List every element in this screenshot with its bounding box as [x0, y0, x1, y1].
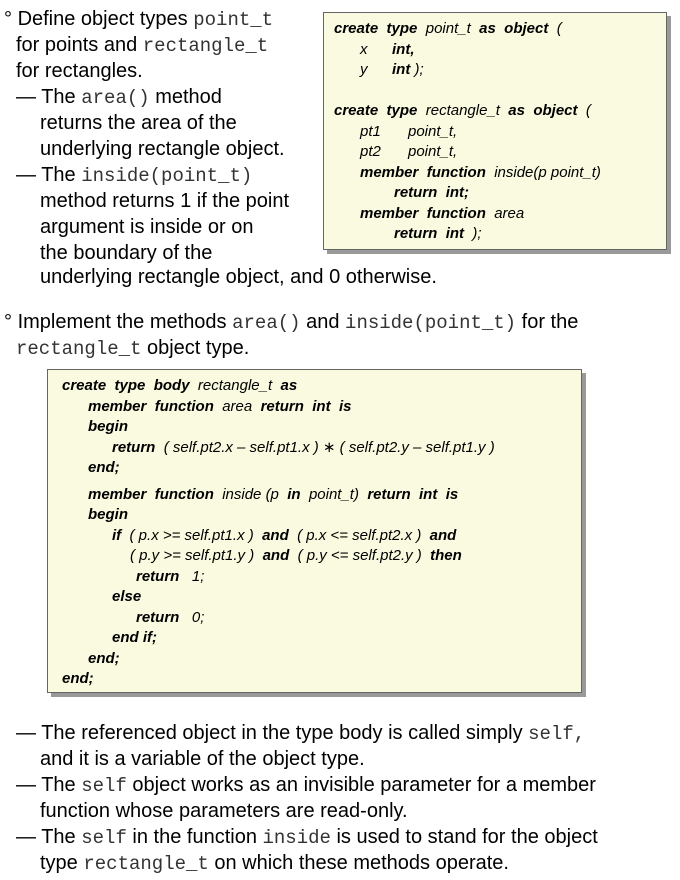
bullet-implement-line2: rectangle_t object type.	[16, 337, 250, 360]
bullet-define-line3: for rectangles.	[16, 60, 143, 82]
dash-marker: —	[16, 722, 36, 744]
note-param-line1: — The self object works as an invisible parameter for a member	[16, 774, 596, 797]
dash-marker: —	[16, 86, 36, 108]
code-area: area()	[81, 87, 150, 109]
bullet-define-line1: ° Define object types point_t	[4, 8, 274, 31]
sub-area-line2: returns the area of the	[40, 112, 237, 134]
dash-marker: —	[16, 774, 36, 796]
sub-inside-line3: argument is inside or on	[40, 216, 254, 238]
sub-inside-line5: underlying rectangle object, and 0 otherwise.	[40, 266, 437, 288]
sub-area-line3: underlying rectangle object.	[40, 138, 285, 160]
bullet-define-line2: for points and rectangle_t	[16, 34, 269, 57]
bullet-implement-line1: ° Implement the methods area() and inside(point_t) for the	[4, 311, 579, 334]
code-inside: inside(point_t)	[81, 165, 253, 187]
note-inside-line2: type rectangle_t on which these methods operate.	[40, 852, 509, 875]
bullet-marker: °	[4, 8, 12, 30]
sub-area-line1: — The area() method	[16, 86, 222, 109]
dash-marker: —	[16, 826, 36, 848]
note-param-line2: function whose parameters are read-only.	[40, 800, 408, 822]
sub-inside-line2: method returns 1 if the point	[40, 190, 290, 212]
bullet-marker: °	[4, 311, 12, 333]
type-body-code-box: create type body rectangle_t as member function area return int is begin return ( self.pt2.x – self.pt1.x ) ∗ ( self.pt2.y – self.pt1.y ) end; member function inside (p in point_t) return int is begin if ( p.x >= self.pt1.x ) and ( p.x <= self.pt2.x ) and ( p.y >= self.pt1.y ) and ( p.y <= self.pt2.y ) then return 1; else return 0; end if; end; end;	[47, 369, 582, 693]
note-self-line1: — The referenced object in the type body is called simply self,	[16, 722, 586, 745]
sub-inside-line1: — The inside(point_t)	[16, 164, 253, 187]
note-self-line2: and it is a variable of the object type.	[40, 748, 365, 770]
note-inside-line1: — The self in the function inside is used to stand for the object	[16, 826, 598, 849]
dash-marker: —	[16, 164, 36, 186]
code-point_t: point_t	[193, 9, 274, 31]
type-definition-code-box: create type point_t as object ( x int, y int ); create type rectangle_t as object ( pt1 point_t, pt2 point_t, member function inside(p point_t) return int; member function area return int );	[323, 12, 667, 250]
code-rectangle_t: rectangle_t	[142, 35, 269, 57]
sub-inside-line4: the boundary of the	[40, 242, 213, 264]
